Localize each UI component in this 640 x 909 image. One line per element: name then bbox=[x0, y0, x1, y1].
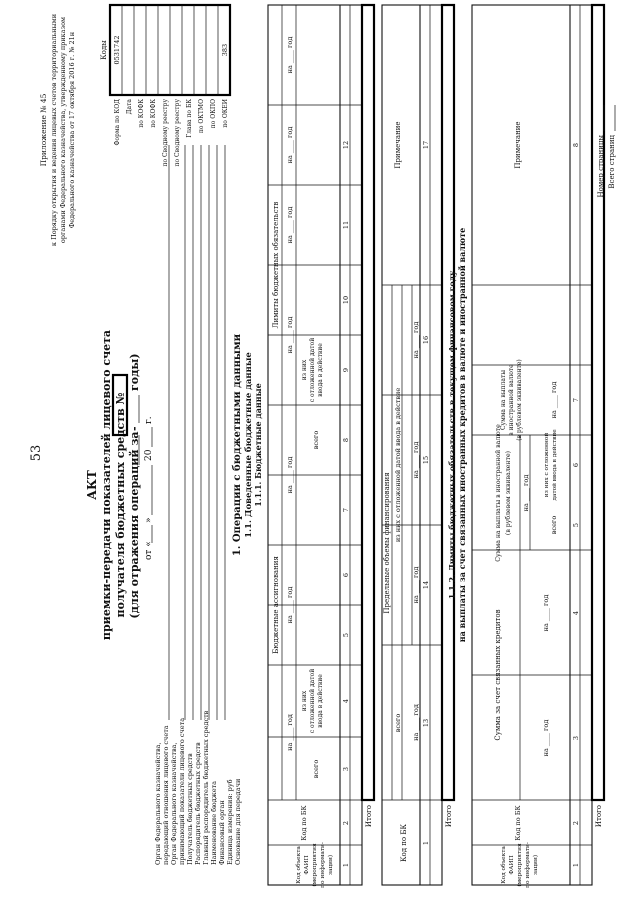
t1-iznih-2c: ввода в действие bbox=[317, 343, 324, 397]
page-number-label: Номер страницы bbox=[597, 135, 605, 198]
t2-year-0: на ____ год bbox=[412, 704, 420, 741]
title-line-1: приемки-передачи показателей лицевого счета bbox=[100, 329, 113, 641]
t2-iznih: из них с отложенной датой ввода в действие bbox=[394, 387, 402, 543]
t3-prim: Примечание bbox=[514, 121, 522, 169]
t3-year-4: на ____ год bbox=[550, 381, 558, 419]
t1-year-6: на ____ год bbox=[286, 36, 294, 74]
t1-vsego-2: всего bbox=[312, 430, 320, 450]
t1-colnum-3: 3 bbox=[342, 766, 350, 772]
t1-group-limits: Лимиты бюджетных обязательств bbox=[272, 201, 280, 329]
t1-colnum-5: 5 bbox=[342, 632, 350, 638]
section1-sub1: 1.1. Доведенные бюджетные данные bbox=[244, 352, 254, 538]
t3-colnum-4: 4 bbox=[572, 610, 580, 616]
header-field-10: Основание для передачи bbox=[234, 778, 242, 865]
title-akt: АКТ bbox=[85, 470, 99, 500]
header-field-4: Получатель бюджетных средств bbox=[186, 753, 194, 865]
t1-iznih-1c: ввода в действие bbox=[317, 674, 324, 728]
header-field-3: принимающий показатели лицевого счета bbox=[178, 717, 186, 865]
t1-colnum-7: 7 bbox=[342, 507, 350, 513]
t1-colnum-6: 6 bbox=[342, 572, 350, 578]
t2-colnum-17: 17 bbox=[422, 140, 430, 150]
t3-faip-3: (мероприятия bbox=[517, 843, 523, 887]
t1-itogo: Итого bbox=[365, 805, 373, 828]
codes-label-2: по КОФК bbox=[138, 99, 145, 128]
header-field-1: передающий отношения лицевого счета bbox=[162, 725, 170, 865]
codes-label-1: Дата bbox=[126, 99, 133, 115]
t1-year-5: на ____ год bbox=[286, 126, 294, 164]
t2-colnum-16: 16 bbox=[422, 335, 430, 345]
t1-year-4: на ____ год bbox=[286, 206, 294, 244]
t1-faip-1: Код объекта bbox=[296, 846, 302, 884]
title-years: годы) bbox=[128, 353, 141, 391]
t3-iznih-a: из них с отложенной bbox=[544, 432, 550, 498]
budget-data-table bbox=[268, 5, 374, 888]
appendix-line-2: к Порядку открытия и ведения лицевых счетов территориальными bbox=[50, 13, 58, 247]
section112-line1: 1.1.2. Лимиты бюджетных обязательств в текущем финансовом году bbox=[447, 270, 457, 600]
t3-faip-5: зации) bbox=[533, 854, 539, 876]
t2-prim: Примечание bbox=[394, 121, 402, 169]
t1-year-0: на ____ год bbox=[286, 714, 294, 751]
header-field-0: Орган Федерального казначейства, bbox=[154, 742, 162, 865]
codes-label-5: по Сводному реестру bbox=[174, 99, 181, 167]
t1-year-3: на ____ год bbox=[286, 316, 294, 354]
codes-label-9: по ОКЕИ bbox=[222, 99, 229, 128]
date-mid: » bbox=[144, 517, 154, 523]
codes-label-0: Форма по КОД bbox=[114, 99, 121, 146]
t1-colnum-9: 9 bbox=[342, 367, 350, 373]
codes-table bbox=[100, 5, 230, 167]
t3-itogo: Итого bbox=[595, 805, 603, 828]
title-line-3: (для отражения операций за bbox=[128, 431, 141, 619]
t3-colnum-6: 6 bbox=[572, 462, 580, 468]
t2-colnum-15: 15 bbox=[422, 455, 430, 465]
t1-faip-4: по информати- bbox=[320, 842, 326, 888]
title-dash: - bbox=[128, 426, 141, 431]
t3-faip-1: Код объекта bbox=[501, 846, 507, 884]
page-number: 53 bbox=[29, 444, 44, 462]
t3-colnum-2: 2 bbox=[572, 820, 580, 826]
t2-itogo: Итого bbox=[445, 805, 453, 828]
t3-vsego: всего bbox=[550, 515, 558, 535]
title-line-2: получателя бюджетных средств № bbox=[114, 392, 127, 618]
date-year-prefix: 20 bbox=[144, 449, 154, 461]
t3-colnum-7: 7 bbox=[572, 397, 580, 403]
t3-faip-2: ФАИП bbox=[509, 855, 515, 875]
title-block bbox=[85, 330, 154, 640]
t3-group-foreign2-a: Сумма на выплаты bbox=[500, 369, 507, 431]
t1-iznih-2a: из них bbox=[301, 359, 308, 381]
header-field-5: Распорядитель бюджетных средств bbox=[194, 742, 202, 865]
header-field-7: Наименование бюджета bbox=[210, 780, 218, 865]
codes-header: Коды bbox=[100, 40, 108, 60]
header-fields bbox=[154, 145, 242, 865]
t3-kbk: Код по БК bbox=[514, 805, 522, 841]
t1-iznih-2b: с отложенной датой bbox=[309, 337, 316, 403]
t1-iznih-1b: с отложенной датой bbox=[309, 668, 316, 734]
appendix-line-1: Приложение № 45 bbox=[39, 93, 48, 167]
section1-title: 1. Операции с бюджетными данными bbox=[232, 333, 243, 557]
codes-label-6: Глава по БК bbox=[186, 99, 193, 138]
t3-colnum-8: 8 bbox=[572, 142, 580, 148]
codes-label-3: по КОФК bbox=[150, 99, 157, 128]
codes-label-8: по ОКПО bbox=[210, 99, 217, 129]
header-field-9: Единица измерения: руб bbox=[226, 779, 234, 865]
t1-colnum-11: 11 bbox=[342, 220, 350, 230]
foreign-credit-limits-table bbox=[472, 5, 604, 888]
t1-group-assign: Бюджетные ассигнования bbox=[272, 556, 280, 654]
t3-colnum-1: 1 bbox=[572, 862, 580, 868]
section1-sub11: 1.1.1. Бюджетные данные bbox=[253, 383, 263, 507]
t1-colnum-4: 4 bbox=[342, 698, 350, 704]
t2-year-3: на ____ год bbox=[412, 321, 420, 359]
date-g: г. bbox=[144, 416, 154, 424]
t1-year-1: на ____ год bbox=[286, 586, 294, 624]
t1-kbk: Код по БК bbox=[300, 805, 308, 841]
t2-colnum-1: 1 bbox=[422, 840, 430, 846]
t3-colnum-5: 5 bbox=[572, 522, 580, 528]
t1-colnum-10: 10 bbox=[342, 295, 350, 305]
appendix-line-3: органами Федерального казначейства, утвержденному приказом bbox=[59, 16, 67, 244]
t2-vsego: всего bbox=[394, 713, 402, 733]
t2-year-2: на ____ год bbox=[412, 441, 420, 479]
t1-colnum-8: 8 bbox=[342, 437, 350, 443]
financing-volumes-table bbox=[382, 5, 454, 885]
t1-year-2: на ____ год bbox=[286, 456, 294, 494]
t2-group-pof: Предельные объемы финансирования bbox=[383, 472, 391, 614]
t3-colnum-3: 3 bbox=[572, 735, 580, 741]
codes-label-4: по Сводному реестру bbox=[162, 99, 169, 167]
appendix-line-4: Федерального казначейства от 17 октября 2016 г. № 21н bbox=[68, 31, 76, 229]
appendix-block bbox=[39, 14, 76, 246]
t3-faip-4: по информати- bbox=[525, 842, 531, 888]
t1-colnum-12: 12 bbox=[342, 140, 350, 150]
t3-year-1: на ____ год bbox=[542, 719, 550, 757]
t1-vsego-1: всего bbox=[312, 759, 320, 779]
t3-group-foreign-a: Сумма на выплаты в иностранной валюте bbox=[495, 424, 502, 562]
header-field-8: Финансовый орган bbox=[218, 800, 226, 865]
codes-value-0: 0531742 bbox=[113, 35, 121, 65]
t3-iznih-b: датой ввода в действие bbox=[552, 429, 558, 501]
page-footer bbox=[597, 105, 616, 197]
t3-year-2: на ____ год bbox=[542, 594, 550, 632]
codes-value-9: 383 bbox=[221, 43, 229, 57]
t1-faip-2: ФАИП bbox=[304, 855, 310, 875]
t3-group-credit: Сумма за счет связанных кредитов bbox=[494, 609, 502, 741]
t2-colnum-13: 13 bbox=[422, 718, 430, 728]
t3-group-foreign-b: (в рублевом эквиваленте) bbox=[505, 450, 512, 536]
t1-faip-3: (мероприятия bbox=[312, 843, 318, 887]
t3-group-foreign2-c: (в рублевом эквиваленте) bbox=[516, 359, 523, 441]
t2-kbk: Код по БК bbox=[400, 824, 408, 862]
date-from: от « bbox=[144, 541, 154, 560]
t1-faip-5: зации) bbox=[328, 854, 334, 876]
section112-line2: на выплаты за счет связанных иностранных кредитов в валюте и иностранной валюте bbox=[457, 227, 467, 643]
total-pages-label: Всего страниц bbox=[608, 135, 616, 189]
t3-group-foreign2-b: в иностранной валюте bbox=[508, 364, 515, 436]
header-field-6: Главный распорядитель бюджетных средств bbox=[202, 710, 210, 865]
t1-colnum-2: 2 bbox=[342, 820, 350, 826]
t3-year-3: на ____ год bbox=[522, 474, 530, 512]
t1-iznih-1a: из них bbox=[301, 690, 308, 712]
t2-year-1: на ____ год bbox=[412, 566, 420, 604]
header-field-2: Орган Федерального казначейства, bbox=[170, 742, 178, 865]
t2-colnum-14: 14 bbox=[422, 580, 430, 590]
t1-colnum-1: 1 bbox=[342, 862, 350, 868]
codes-label-7: по ОКТМО bbox=[198, 99, 205, 134]
